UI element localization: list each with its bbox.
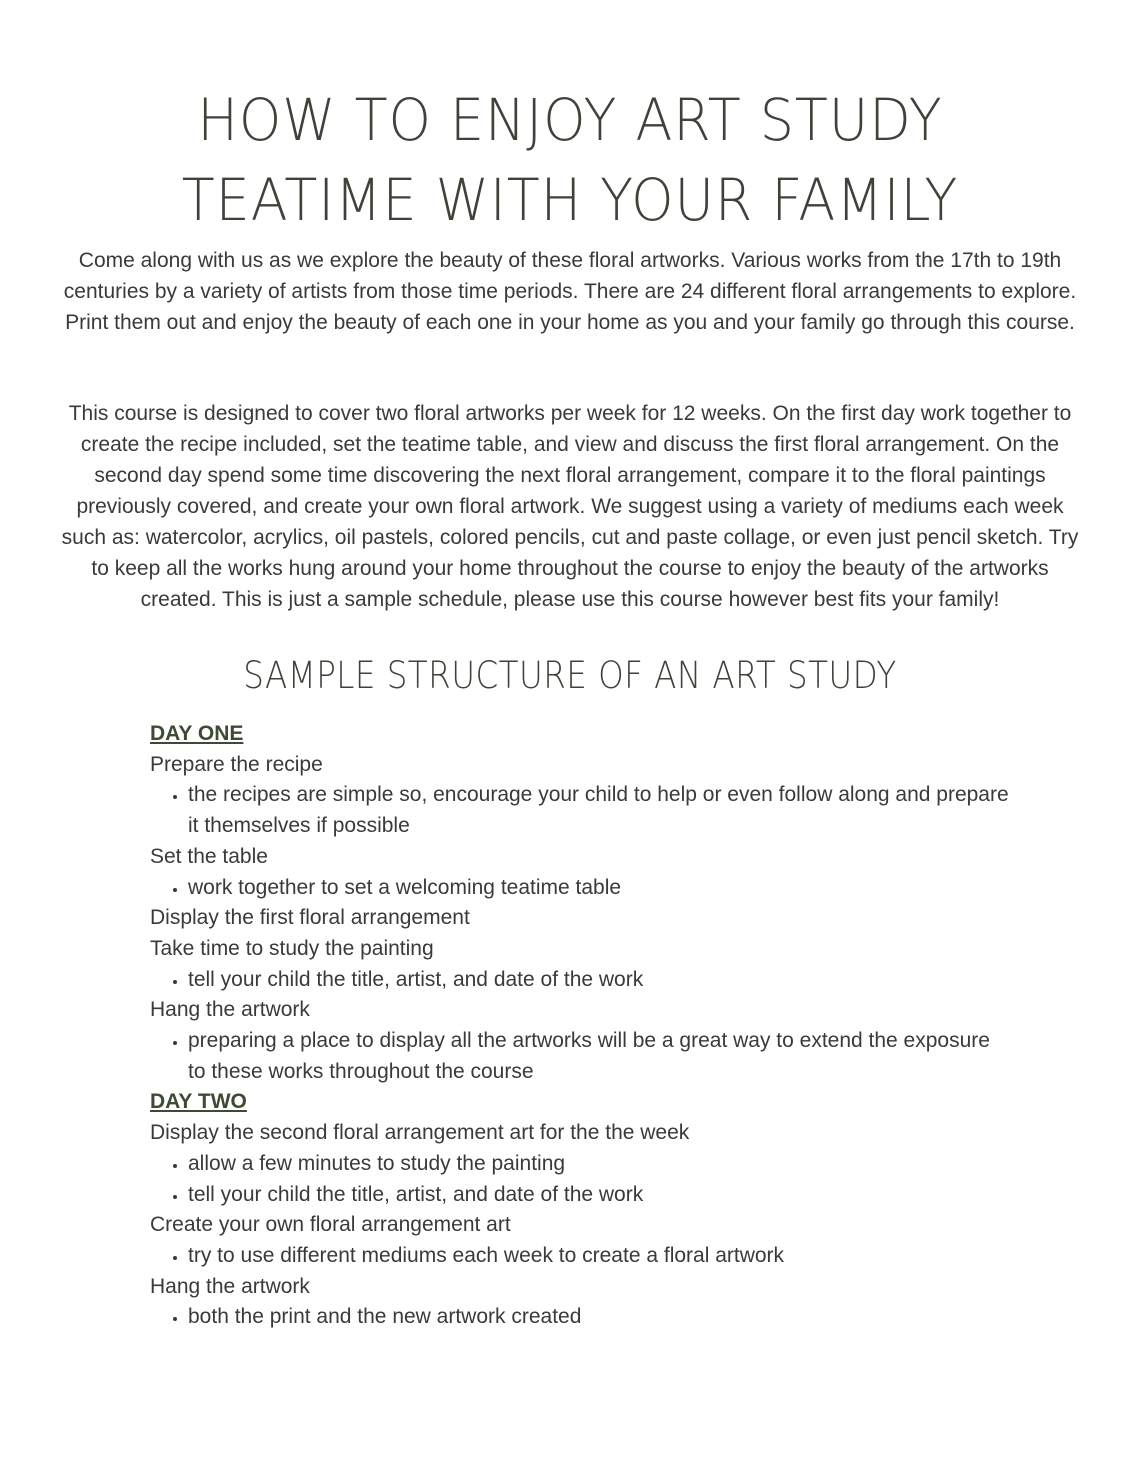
day-one-step-notes: [150, 873, 1010, 904]
step-note: • try to use different mediums each week to create a floral artwork: [188, 1241, 1010, 1272]
step-note: • tell your child the title, artist, and date of the work: [188, 965, 1010, 996]
step-note: • preparing a place to display all the artworks will be a great way to extend the exposure to these works throughout the course: [188, 1026, 1010, 1087]
sample-schedule: [150, 719, 1010, 1333]
page-title-line-2: TEATIME WITH YOUR FAMILY: [181, 166, 959, 234]
day-two-step: Create your own floral arrangement art: [150, 1213, 511, 1237]
day-one-step: Prepare the recipe: [150, 752, 323, 776]
day-one-step: Display the first floral arrangement: [150, 906, 470, 930]
day-one-step-notes: [150, 965, 1010, 996]
day-one-step: Hang the artwork: [150, 998, 310, 1022]
day-one-step-notes: [150, 1026, 1010, 1087]
day-one-step-notes: [150, 780, 1010, 841]
day-one-heading: DAY ONE: [150, 722, 244, 745]
day-one-section: [150, 719, 1010, 1087]
day-two-step-notes: [150, 1241, 1010, 1272]
intro-paragraph-1: Come along with us as we explore the beauty of these floral artworks. Various works from the 17th to 19th centuries by a variety of artists from those time periods. There are 24 different floral arrangements to explore. Print them out and enjoy the beauty of each one in your home as you and your family go through this course.: [63, 249, 1077, 334]
day-one-step: Take time to study the painting: [150, 936, 434, 960]
step-note: • work together to set a welcoming teatime table: [188, 873, 1010, 904]
day-two-section: [150, 1087, 1010, 1333]
section-subtitle: SAMPLE STRUCTURE OF AN ART STUDY: [243, 654, 897, 697]
page-title-line-1: HOW TO ENJOY ART STUDY: [197, 86, 943, 154]
step-note: • allow a few minutes to study the painting: [188, 1149, 1010, 1180]
day-two-step-notes: [150, 1302, 1010, 1333]
intro-paragraph-2: This course is designed to cover two floral artworks per week for 12 weeks. On the first day work together to create the recipe included, set the teatime table, and view and discuss the first floral arrangement. On the second day spend some time discovering the next floral arrangement, compare it to the floral paintings previously covered, and create your own floral artwork. We suggest using a variety of mediums each week such as: watercolor, acrylics, oil pastels, colored pencils, cut and paste collage, or even just pencil sketch. Try to keep all the works hung around your home throughout the course to enjoy the beauty of the artworks created. This is just a sample schedule, please use this course however best fits your family!: [61, 402, 1079, 611]
page-title: [40, 80, 1100, 240]
day-two-step-notes: [150, 1149, 1010, 1210]
step-note: • the recipes are simple so, encourage your child to help or even follow along and prepare it themselves if possible: [188, 780, 1010, 841]
day-two-heading: DAY TWO: [150, 1090, 247, 1114]
day-one-step: Set the table: [150, 844, 268, 868]
step-note: • both the print and the new artwork created: [188, 1302, 1010, 1333]
day-two-step: Display the second floral arrangement art for the the week: [150, 1121, 690, 1145]
day-two-step: Hang the artwork: [150, 1274, 310, 1298]
step-note: • tell your child the title, artist, and date of the work: [188, 1180, 1010, 1211]
